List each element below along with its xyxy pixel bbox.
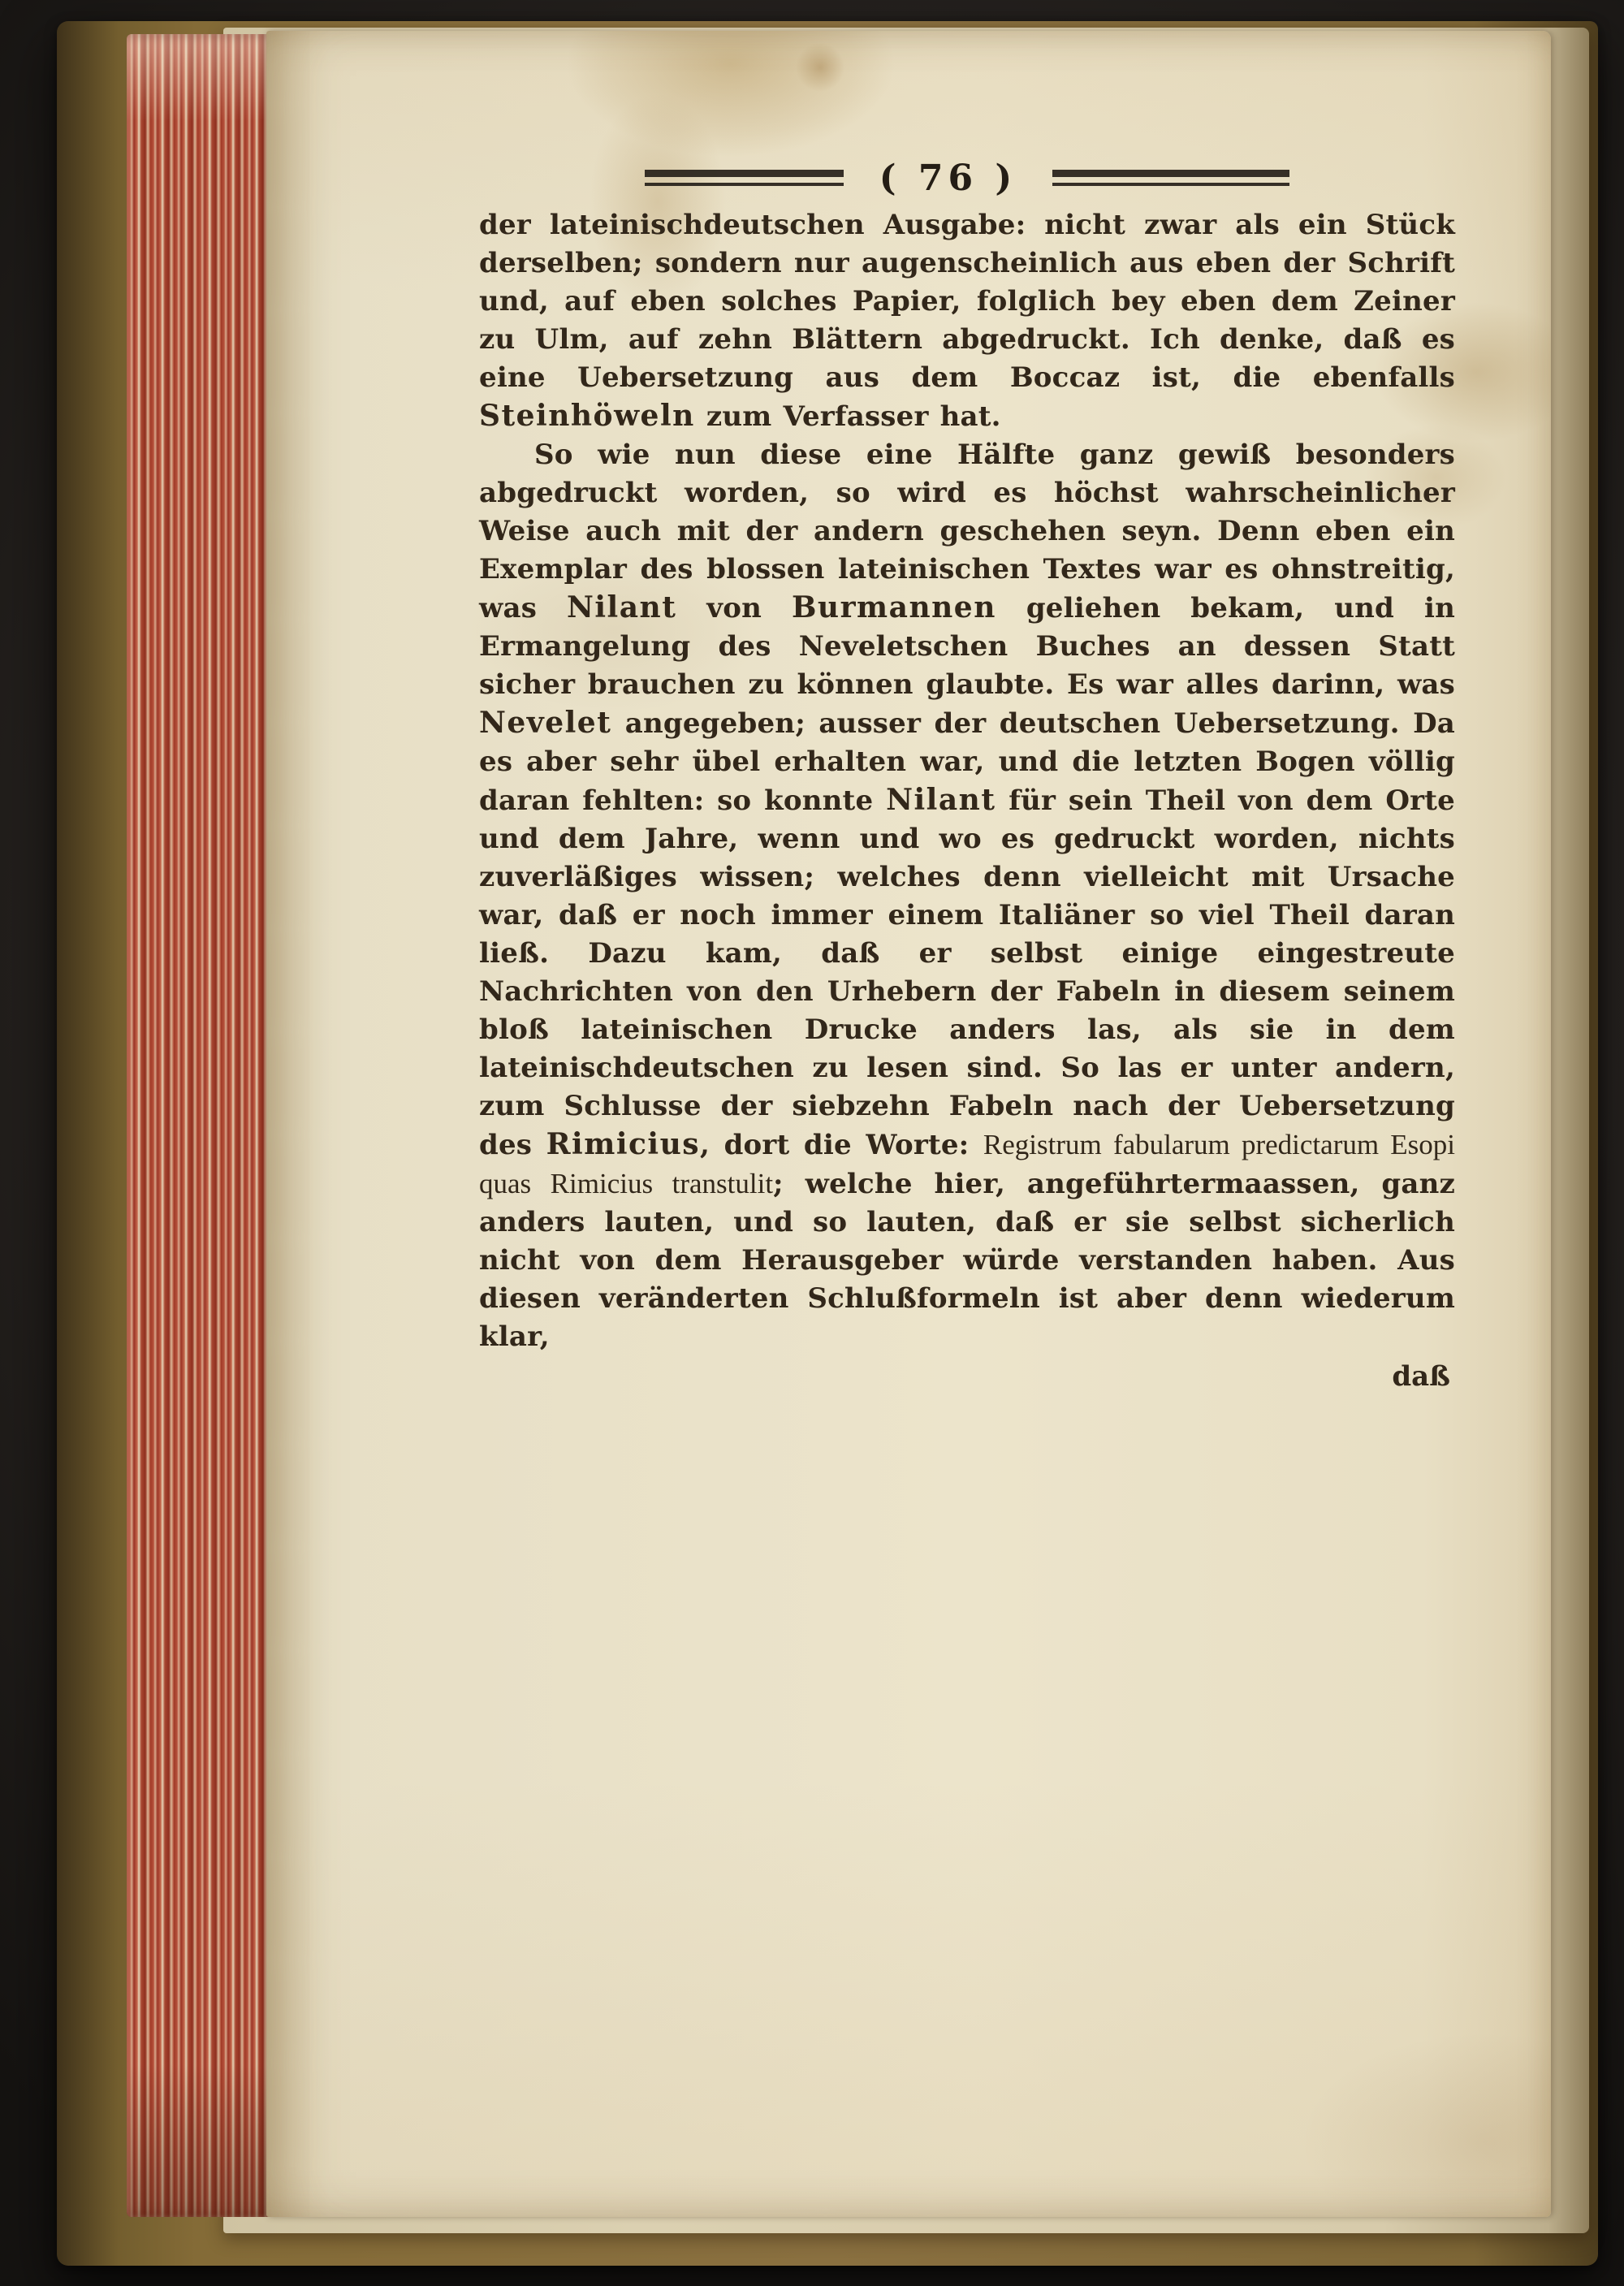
text-run-emphasis: Rimicius xyxy=(546,1127,701,1161)
sprinkled-fore-edge xyxy=(127,34,278,2217)
text-run-emphasis: Nevelet xyxy=(479,706,612,740)
text-run-fraktur: ; welche hier, angeführtermaassen, ganz anders lauten, und so lauten, daß er sie selbst sicherlich nicht von dem Herausgeber würde verstanden haben. Aus diesen veränderten Schlußformeln ist aber denn wiederum klar, xyxy=(479,1168,1455,1353)
page-header xyxy=(479,154,1455,201)
text-run-emphasis: Nilant xyxy=(566,590,677,624)
page-content-area xyxy=(479,154,1455,1396)
text-run-emphasis: Burmannen xyxy=(791,590,996,624)
text-run-fraktur: geliehen bekam, und in Ermangelung des Neveletschen Buches an dessen Statt sicher brauchen zu können glaubte. Es war alles darinn, was xyxy=(479,592,1455,701)
text-block xyxy=(479,206,1455,1356)
text-run-emphasis: Nilant xyxy=(886,783,996,817)
text-run-fraktur: angegeben; ausser der deutschen Uebersetzung. Da es aber sehr übel erhalten war, und die letzten Bogen völlig daran fehlten: so konnte xyxy=(479,707,1455,817)
text-run-latin: Registrum fabularum predictarum Esopi quas Rimicius transtulit xyxy=(479,1129,1455,1199)
paragraph xyxy=(479,436,1455,1356)
text-run-emphasis: Steinhöweln xyxy=(479,399,695,433)
decorative-rule-right xyxy=(1052,170,1289,186)
book-page xyxy=(266,31,1551,2217)
text-run-fraktur: zum Verfasser hat. xyxy=(694,400,1001,433)
text-run-fraktur: für sein Theil von dem Orte und dem Jahre, wenn und wo es gedruckt worden, nichts zuverläßiges wissen; welches denn vielleicht mit Ursache war, daß er noch immer einem Italiäner so viel Theil daran ließ. Dazu kam, daß er selbst einige eingestreute Nachrichten von den Urhebern der Fabeln in diesem seinem bloß lateinischen Drucke anders las, als sie in dem lateinischdeutschen zu lesen sind. So las er unter andern, zum Schlusse der siebzehn Fabeln nach der Uebersetzung des xyxy=(479,784,1455,1161)
page-number: ( 76 ) xyxy=(879,157,1017,199)
text-run-fraktur: der lateinischdeutschen Ausgabe: nicht zwar als ein Stück derselben; sondern nur augenscheinlich aus eben der Schrift und, auf eben solches Papier, folglich bey eben dem Zeiner zu Ulm, auf zehn Blättern abgedruckt. Ich denke, daß es eine Uebersetzung aus dem Boccaz ist, die ebenfalls xyxy=(479,209,1455,394)
text-run-fraktur: So wie nun diese eine Hälfte ganz gewiß besonders abgedruckt worden, so wird es höchst wahrscheinlicher Weise auch mit der andern geschehen seyn. Denn eben ein Exemplar des blossen lateinischen Textes war es ohnstreitig, was xyxy=(479,439,1455,624)
catchword: daß xyxy=(1392,1360,1450,1393)
decorative-rule-left xyxy=(645,170,844,186)
text-run-fraktur: , dort die Worte: xyxy=(700,1129,983,1161)
book-cover xyxy=(57,21,1598,2266)
text-run-fraktur: von xyxy=(676,592,792,624)
paragraph xyxy=(479,206,1455,436)
